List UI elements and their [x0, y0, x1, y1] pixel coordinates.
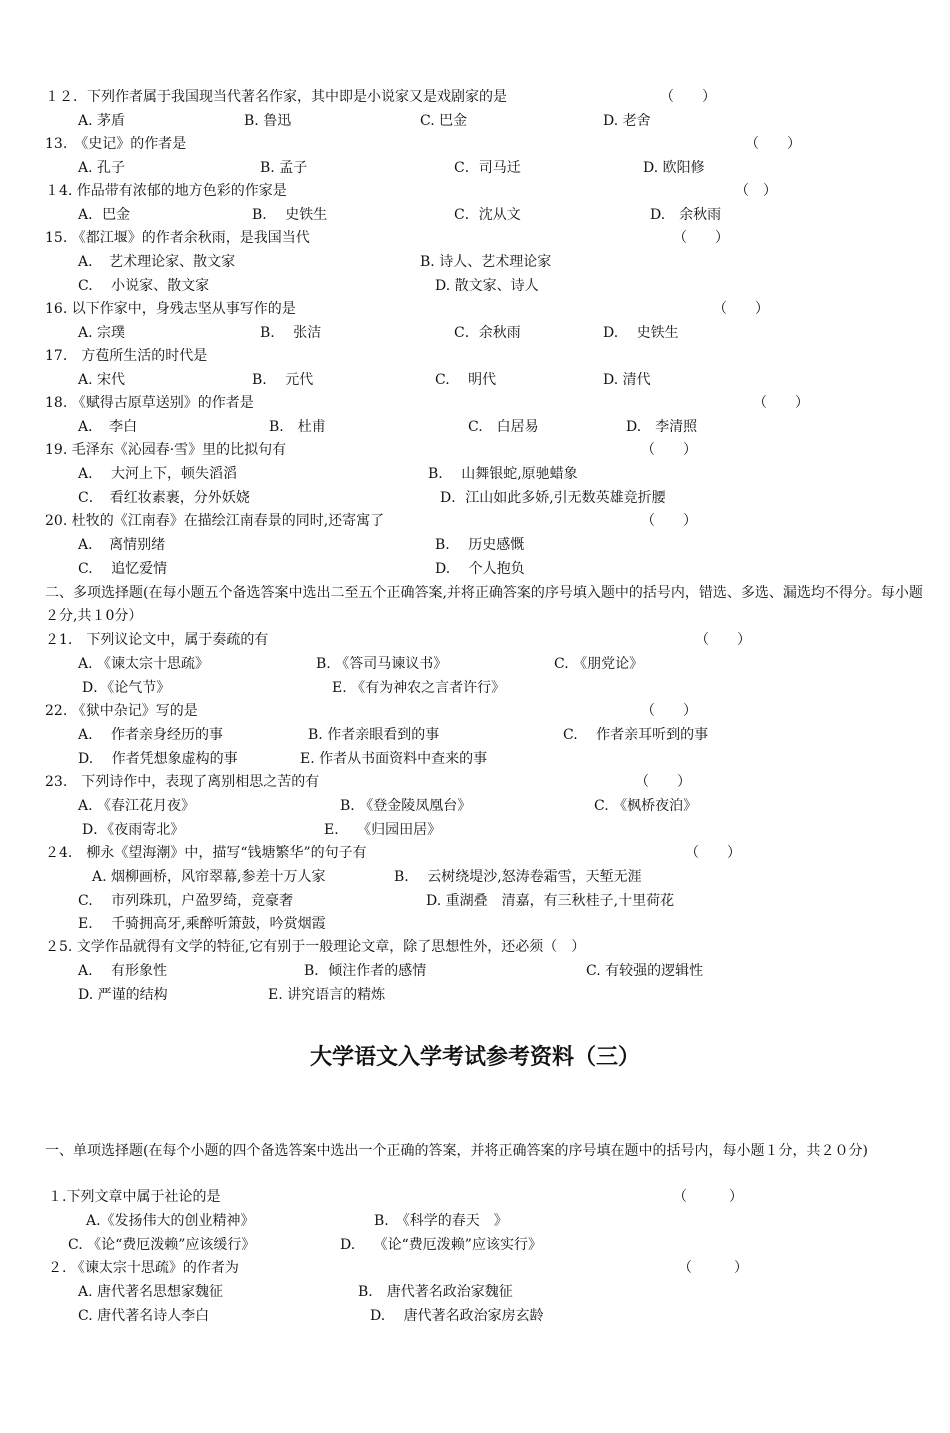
- options-1a: [86, 1211, 926, 1231]
- question-stem: 15. 《都江堰》的作者余秋雨，是我国当代: [45, 230, 310, 246]
- options-20b: [78, 559, 928, 579]
- options-22a: [78, 725, 928, 745]
- question-stem: 20. 杜牧的《江南春》在描绘江南春景的同时,还寄寓了: [45, 513, 385, 529]
- option-b: B. 诗人、艺术理论家: [420, 254, 552, 270]
- section-1-header: 一、单项选择题(在每个小题的四个备选答案中选出一个正确的答案，并将正确答案的序号填在题中的括号内，每小题１分，共２０分): [45, 1143, 868, 1159]
- option-c: C． 看红妆素裹，分外妖娆: [78, 490, 250, 506]
- question-23: [45, 772, 925, 792]
- option-a: A. 唐代著名思想家魏征: [78, 1284, 224, 1300]
- question-21: [45, 630, 925, 650]
- question-20: [45, 511, 925, 531]
- option-e: E. 作者从书面资料中查来的事: [300, 751, 488, 767]
- option-d: D. 史铁生: [603, 325, 679, 341]
- question-stem: 13. 《史记》的作者是: [45, 136, 187, 152]
- question-stem: ２5. 文学作品就得有文学的特征,它有别于一般理论文章，除了思想性外，还必须（ ）: [45, 939, 586, 955]
- options-16: [78, 323, 928, 343]
- option-c: C．余秋雨: [454, 325, 521, 341]
- option-a: A. 大河上下，顿失滔滔: [78, 466, 238, 482]
- question-22: [45, 701, 925, 721]
- option-b: B. 史铁生: [252, 207, 328, 223]
- option-e: E. 《归园田居》: [324, 822, 442, 838]
- option-d: D．江山如此多娇,引无数英雄竞折腰: [440, 490, 666, 506]
- option-a: A. 有形象性: [78, 963, 168, 979]
- page-title: 大学语文入学考试参考资料（三）: [309, 1045, 640, 1070]
- question-stem: １２．下列作者属于我国现当代著名作家，其中即是小说家又是戏剧家的是: [45, 89, 507, 105]
- options-21b: [78, 678, 928, 698]
- question-16: [45, 299, 925, 319]
- option-a: A. 烟柳画桥，风帘翠幕,参差十万人家: [92, 869, 326, 885]
- option-b: B. 作者亲眼看到的事: [308, 727, 440, 743]
- option-a: A．巴金: [78, 207, 131, 223]
- answer-blank: （ ）: [685, 845, 741, 861]
- option-c: C. 有较强的逻辑性: [586, 963, 704, 979]
- question-18: [45, 393, 925, 413]
- option-b: B．倾注作者的感情: [304, 963, 427, 979]
- answer-blank: （ ）: [641, 513, 697, 529]
- option-c: C. 小说家、散文家: [78, 278, 210, 294]
- option-c: C. 唐代著名诗人李白: [78, 1308, 210, 1324]
- question-19: [45, 440, 925, 460]
- question-stem: 18. 《赋得古原草送别》的作者是: [45, 395, 254, 411]
- question-13: [45, 134, 925, 154]
- option-b: B. 云树绕堤沙,怒涛卷霜雪，天堑无涯: [394, 869, 642, 885]
- options-24a: [92, 867, 932, 887]
- options-19a: [78, 464, 928, 484]
- question-stem: ２1. 下列议论文中，属于奏疏的有: [45, 632, 269, 648]
- option-e: E. 《有为神农之言者许行》: [332, 680, 506, 696]
- options-2a: [78, 1282, 928, 1302]
- answer-blank: （ ）: [635, 774, 691, 790]
- options-15b: [78, 276, 928, 296]
- option-b: B. 张洁: [260, 325, 322, 341]
- option-a: A. 《春江花月夜》: [78, 798, 196, 814]
- question-stem: 16. 以下作家中，身残志坚从事写作的是: [45, 301, 296, 317]
- option-d: D. 唐代著名政治家房玄龄: [370, 1308, 544, 1324]
- option-b: B. 杜甫: [269, 419, 326, 435]
- question-stem: ２. 《谏太宗十思疏》的作者为: [48, 1260, 239, 1276]
- answer-blank: （ ）: [713, 301, 769, 317]
- option-d: D. 欧阳修: [643, 160, 705, 176]
- option-d: D．《夜雨寄北》: [82, 822, 185, 838]
- question-stem: 19. 毛泽东《沁园春·雪》里的比拟句有: [45, 442, 287, 458]
- options-23b: [78, 820, 928, 840]
- options-25b: [78, 985, 928, 1005]
- option-d: D. 余秋雨: [650, 207, 722, 223]
- question-stem: １4. 作品带有浓郁的地方色彩的作家是: [45, 183, 287, 199]
- option-c: C. 《朋党论》: [554, 656, 644, 672]
- options-22b: [78, 749, 928, 769]
- question-stem: １.下列文章中属于社论的是: [48, 1189, 221, 1205]
- question-1: [48, 1187, 928, 1207]
- option-d: D. 李清照: [626, 419, 698, 435]
- answer-blank: （ ）: [695, 632, 751, 648]
- question-12: [45, 87, 925, 107]
- option-a: A. 《谏太宗十思疏》: [78, 656, 210, 672]
- section-2-header: 二、多项选择题(在每小题五个备选答案中选出二至五个正确答案,并将正确答案的序号填入题中的括号内，错选、多选、漏选均不得分。每小题２分,共１0分）: [45, 585, 923, 624]
- option-d: D. 《论“费厄泼赖”应该实行》: [340, 1237, 542, 1253]
- options-21a: [78, 654, 928, 674]
- option-b: B. 山舞银蛇,原驰蜡象: [428, 466, 578, 482]
- option-d: D. 作者凭想象虚构的事: [78, 751, 238, 767]
- answer-blank: （ ）: [678, 1260, 748, 1276]
- question-stem: 22. 《狱中杂记》写的是: [45, 703, 198, 719]
- options-20a: [78, 535, 928, 555]
- option-e: E. 讲究语言的精炼: [268, 987, 386, 1003]
- answer-blank: （ ）: [641, 703, 697, 719]
- option-d: D. 严谨的结构: [78, 987, 168, 1003]
- option-b: B. 《登金陵凤凰台》: [340, 798, 472, 814]
- option-a: A． 离情别绪: [78, 537, 166, 553]
- option-e: E. 千骑拥高牙,乘醉听箫鼓，吟赏烟霞: [78, 916, 326, 932]
- option-a: A. 茅盾: [78, 113, 126, 129]
- question-24: [45, 843, 925, 863]
- options-12: [78, 111, 928, 131]
- option-b: B. 历史感慨: [435, 537, 525, 553]
- options-24b: [78, 891, 928, 911]
- options-17: [78, 370, 928, 390]
- option-a: A. 孔子: [78, 160, 126, 176]
- option-c: C．沈从文: [454, 207, 521, 223]
- question-15: [45, 228, 925, 248]
- option-b: B. 《答司马谏议书》: [316, 656, 448, 672]
- options-25a: [78, 961, 928, 981]
- option-c: C. 白居易: [468, 419, 539, 435]
- answer-blank: （ ）: [673, 1189, 743, 1205]
- option-a: A． 艺术理论家、散文家: [78, 254, 236, 270]
- options-24c: [78, 914, 928, 934]
- option-c: C. 明代: [435, 372, 497, 388]
- option-d: D. 老舍: [603, 113, 651, 129]
- option-d: D. 散文家、诗人: [435, 278, 539, 294]
- option-c: C．司马迁: [454, 160, 521, 176]
- option-a: A. 宋代: [78, 372, 126, 388]
- option-b: B. 元代: [252, 372, 314, 388]
- option-c: C. 追忆爱情: [78, 561, 168, 577]
- option-c: C. 巴金: [420, 113, 468, 129]
- options-2b: [78, 1306, 928, 1326]
- answer-blank: （ ）: [641, 442, 697, 458]
- answer-blank: （ ）: [660, 89, 716, 105]
- option-c: C. 《枫桥夜泊》: [594, 798, 698, 814]
- option-a: A.《发扬伟大的创业精神》: [86, 1213, 255, 1229]
- option-c: C. 作者亲耳听到的事: [563, 727, 709, 743]
- question-2: [48, 1258, 928, 1278]
- question-25: [45, 937, 925, 957]
- option-d: D. 个人抱负: [435, 561, 525, 577]
- option-d: D．《论气节》: [82, 680, 171, 696]
- option-b: B. 《科学的春天 》: [374, 1213, 508, 1229]
- options-13: [78, 158, 928, 178]
- option-a: A. 宗璞: [78, 325, 126, 341]
- answer-blank: （ ）: [735, 183, 777, 199]
- option-c: C. 市列珠玑，户盈罗绮，竞豪奢: [78, 893, 294, 909]
- answer-blank: （ ）: [673, 230, 729, 246]
- option-a: A． 李白: [78, 419, 138, 435]
- answer-blank: （ ）: [745, 136, 801, 152]
- question-17: [45, 346, 925, 366]
- options-23a: [78, 796, 928, 816]
- question-14: [45, 181, 925, 201]
- question-stem: 23. 下列诗作中，表现了离别相思之苦的有: [45, 774, 320, 790]
- options-18: [78, 417, 928, 437]
- option-d: D. 清代: [603, 372, 651, 388]
- question-stem: 17. 方苞所生活的时代是: [45, 348, 208, 364]
- option-b: B. 孟子: [260, 160, 308, 176]
- option-a: A. 作者亲身经历的事: [78, 727, 224, 743]
- options-1b: [68, 1235, 928, 1255]
- answer-blank: （ ）: [753, 395, 809, 411]
- option-b: B. 鲁迅: [244, 113, 292, 129]
- question-stem: ２4. 柳永《望海潮》中，描写“钱塘繁华”的句子有: [45, 845, 367, 861]
- options-15a: [78, 252, 928, 272]
- options-19b: [78, 488, 928, 508]
- options-14: [78, 205, 928, 225]
- option-c: C. 《论“费厄泼赖”应该缓行》: [68, 1237, 256, 1253]
- option-b: B. 唐代著名政治家魏征: [358, 1284, 513, 1300]
- option-d: D. 重湖叠 清嘉，有三秋桂子,十里荷花: [426, 893, 675, 909]
